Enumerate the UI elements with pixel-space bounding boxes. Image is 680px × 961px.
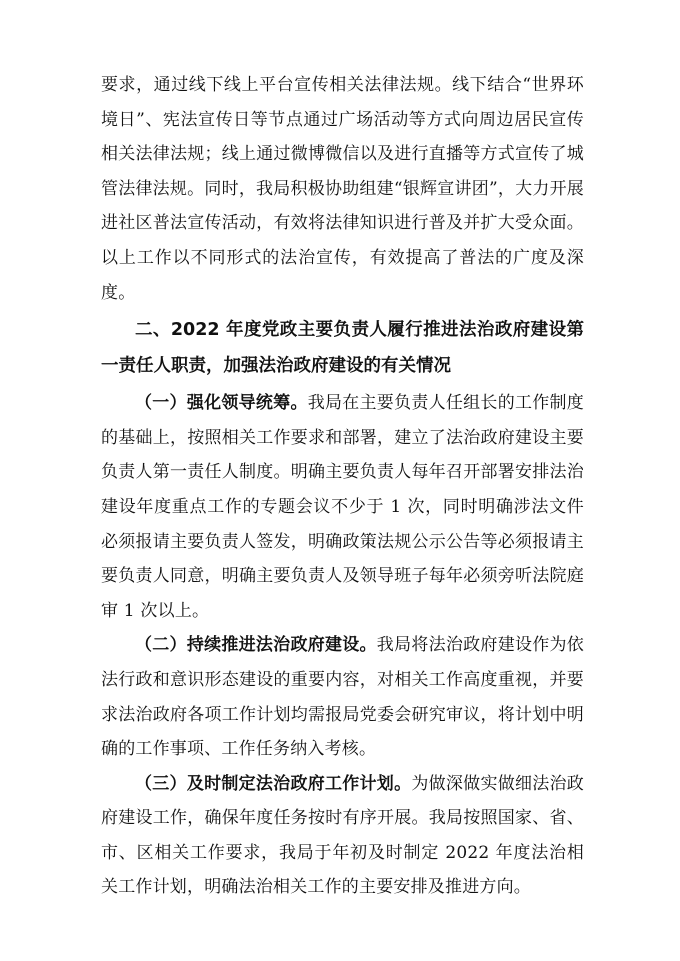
- section-heading: 二、2022 年度党政主要负责人履行推进法治政府建设第一责任人职责，加强法治政府建设的有关情况: [101, 320, 584, 377]
- item-paragraph-1: [101, 386, 584, 628]
- item-lead-1: （一）强化领导统筹。: [135, 393, 308, 414]
- item-paragraph-2: [101, 628, 584, 766]
- item-paragraph-3: [101, 767, 584, 905]
- item-body-2: 我局将法治政府建设作为依法行政和意识形态建设的重要内容，对相关工作高度重视，并要求法治政府各项工作计划均需报局党委会研究审议，将计划中明确的工作事项、工作任务纳入考核。: [101, 635, 584, 760]
- item-lead-2: （二）持续推进法治政府建设。: [135, 635, 377, 656]
- item-body-3: 为做深做实做细法治政府建设工作，确保年度任务按时有序开展。我局按照国家、省、市、区相关工作要求，我局于年初及时制定 2022 年度法治相关工作计划，明确法治相关工作的主要安排及推进方向。: [101, 773, 585, 898]
- item-body-1: 我局在主要负责人任组长的工作制度的基础上，按照相关工作要求和部署，建立了法治政府建设主要负责人第一责任人制度。明确主要负责人每年召开部署安排法治建设年度重点工作的专题会议不少于 1 次，同时明确涉法文件必须报请主要负责人签发，明确政策法规公示公告等必须报请主要负责人同意，明确主要负责人及领导班子每年必须旁听法院庭审 1 次以上。: [101, 393, 584, 621]
- continuation-paragraph: 要求，通过线下线上平台宣传相关法律法规。线下结合“世界环境日”、宪法宣传日等节点通过广场活动等方式向周边居民宣传相关法律法规；线上通过微博微信以及进行直播等方式宣传了城管法律法规。同时，我局积极协助组建“银辉宣讲团”，大力开展进社区普法宣传活动，有效将法律知识进行普及并扩大受众面。以上工作以不同形式的法治宣传，有效提高了普法的广度及深度。: [101, 75, 584, 303]
- item-lead-3: （三）及时制定法治政府工作计划。: [135, 773, 412, 794]
